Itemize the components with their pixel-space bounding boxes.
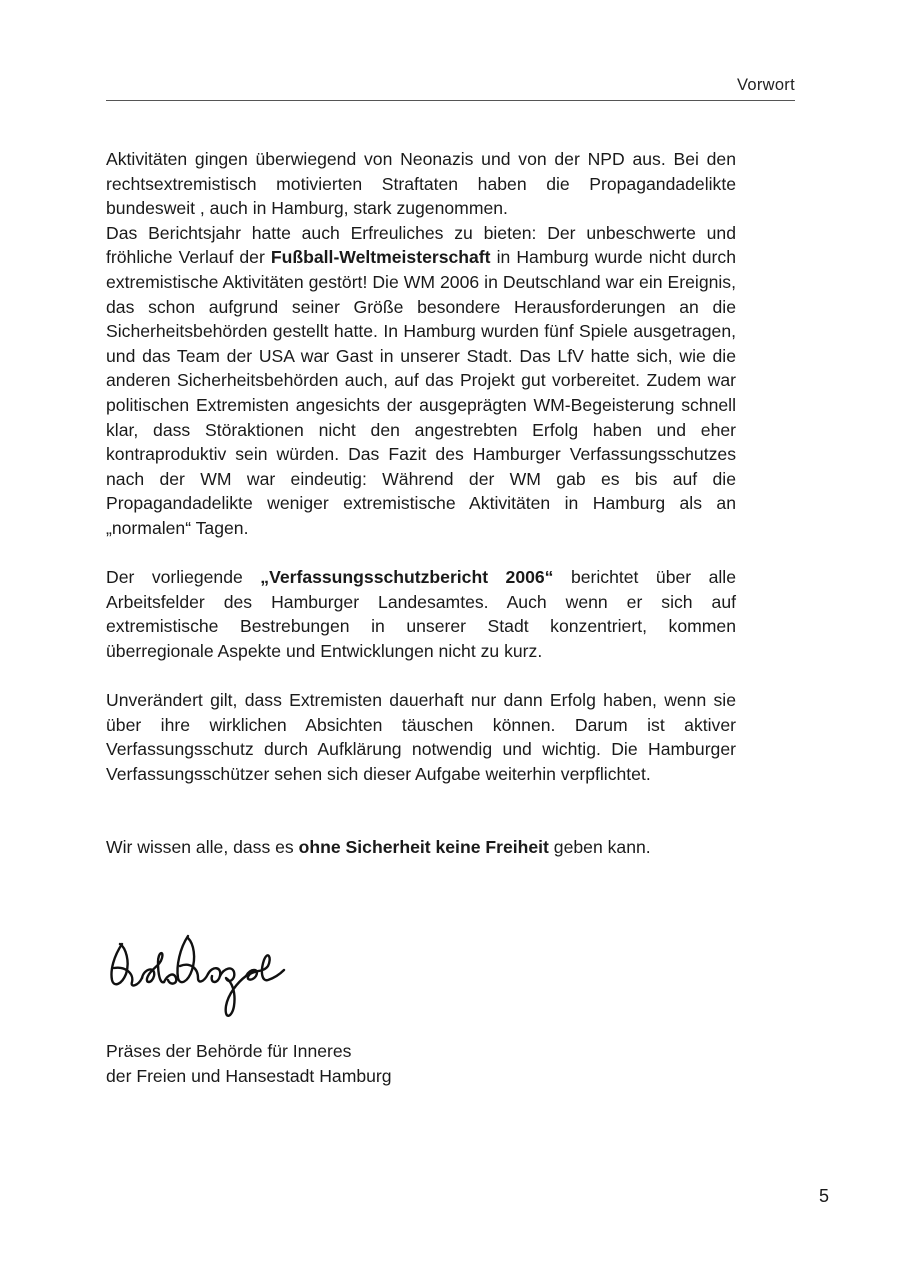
paragraph-spacer-large — [106, 786, 736, 835]
paragraph-2-text-b: in Hamburg wurde nicht durch extremistische Aktivitäten gestört! Die WM 2006 in Deutschland war ein Ereignis, das schon aufgrund seiner Größe besondere Herausforderungen an die Sicherheitsbehörden gestellt hatte. In Hamburg wurden fünf Spiele ausgetragen, und das Team der USA war Gast in unserer Stadt. Das LfV hatte sich, wie die anderen Sicherheitsbehörden auch, auf das Projekt gut vorbereitet. Zudem war politischen Extremisten angesichts der ausgeprägten WM-Begeisterung schnell klar, dass Störaktionen nicht den angestrebten Erfolg haben und eher kontraproduktiv sein würden. Das Fazit des Hamburger Verfassungsschutzes nach der WM war eindeutig: Während der WM gab es bis auf die Propagandadelikte weniger extremistische Aktivitäten in Hamburg als an „normalen“ Tagen. — [106, 247, 736, 538]
section-title: Vorwort — [736, 76, 795, 94]
paragraph-2-text-a: Das Berichtsjahr hatte auch Erfreuliches zu bieten: Der unbeschwerte und fröhliche Verlauf der — [106, 222, 736, 268]
paragraph-1-text: Aktivitäten gingen überwiegend von Neonazis und von der NPD aus. Bei den rechtsextremistisch motivierten Straftaten haben die Propagandadelikte bundesweit , auch in Hamburg, stark zugenommen. — [106, 149, 736, 219]
paragraph-3-text-b: berichtet über alle Arbeitsfelder des Hamburger Landesamtes. Auch wenn er sich auf extremistische Bestrebungen in unserer Stadt konzentriert, kommen überregionale Aspekte und Entwicklungen nicht zu kurz. — [106, 567, 736, 661]
paragraph-3 — [106, 565, 736, 663]
handwritten-signature — [104, 922, 294, 1026]
running-header — [106, 74, 795, 101]
page-number: 5 — [818, 1186, 829, 1206]
paragraph-5-text-b: geben kann. — [548, 837, 651, 858]
paragraph-5 — [106, 835, 736, 860]
paragraph-3-text-a: Der vorliegende — [106, 567, 261, 588]
foreword-body — [106, 147, 736, 860]
paragraph-5-emphasis: ohne Sicherheit keine Freiheit — [298, 837, 549, 858]
paragraph-1 — [106, 147, 736, 221]
paragraph-3-emphasis: „Verfassungsschutzbericht 2006“ — [260, 567, 554, 588]
signatory-line-1: Präses der Behörde für Inneres — [106, 1041, 352, 1061]
paragraph-5-text-a: Wir wissen alle, dass es — [106, 837, 299, 858]
paragraph-spacer — [106, 541, 736, 566]
paragraph-4 — [106, 688, 736, 786]
paragraph-2-emphasis: Fußball-Weltmeisterschaft — [270, 247, 491, 268]
signatory-title — [106, 1039, 392, 1088]
paragraph-spacer — [106, 663, 736, 688]
signatory-line-2: der Freien und Hansestadt Hamburg — [106, 1065, 392, 1086]
paragraph-4-text: Unverändert gilt, dass Extremisten dauerhaft nur dann Erfolg haben, wenn sie über ihre wirklichen Absichten täuschen können. Darum ist aktiver Verfassungsschutz durch Aufklärung notwendig und wichtig. Die Hamburger Verfassungsschützer sehen sich dieser Aufgabe weiterhin verpflichtet. — [106, 690, 736, 784]
paragraph-2 — [106, 221, 736, 541]
